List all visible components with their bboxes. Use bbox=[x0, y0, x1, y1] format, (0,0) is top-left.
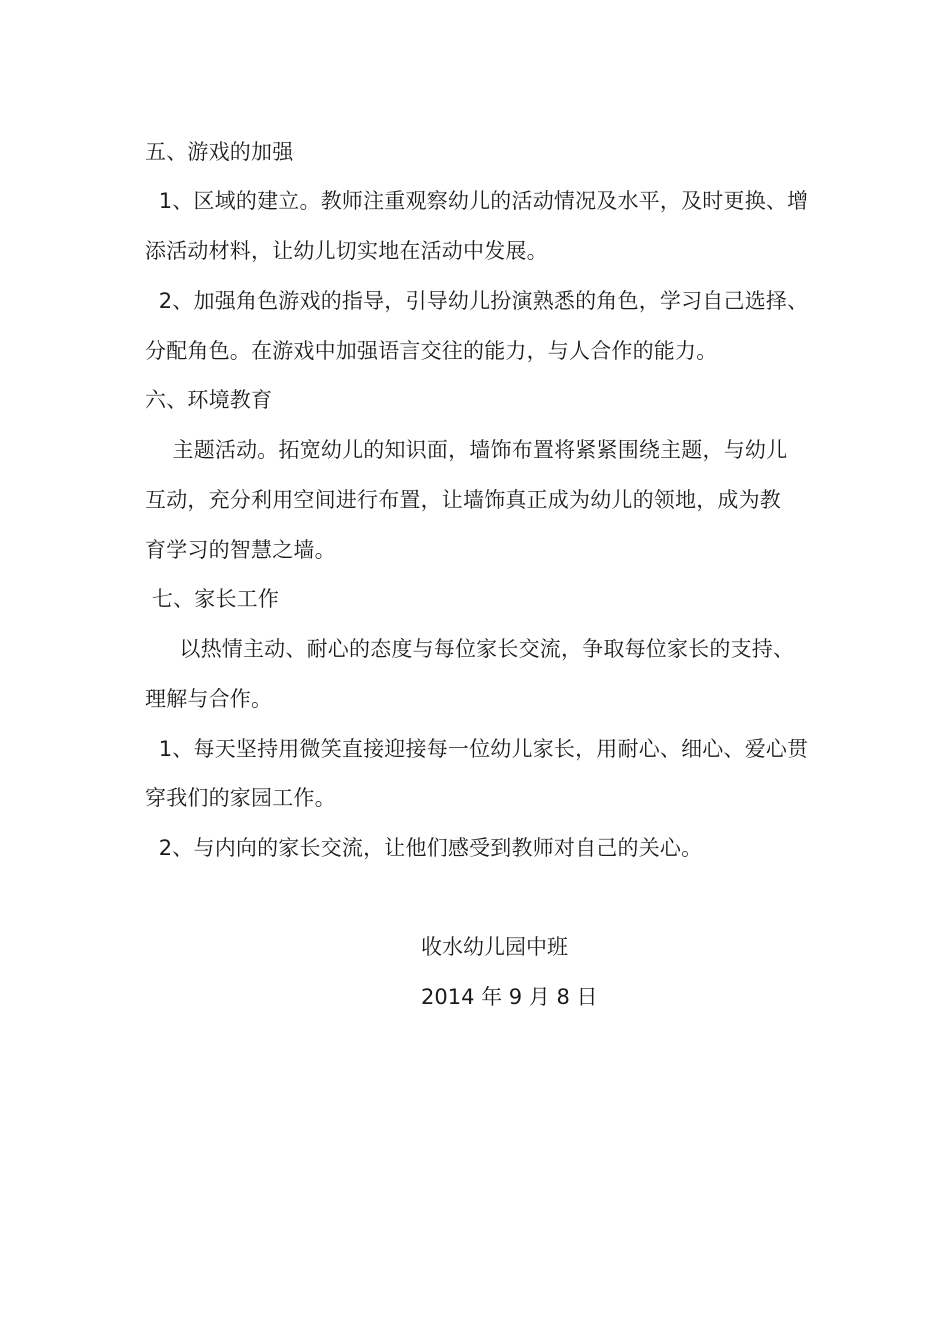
section-heading-environment: 六、环境教育 bbox=[145, 388, 273, 412]
signature-organization: 收水幼儿园中班 bbox=[421, 935, 568, 959]
paragraph-line: 1、每天坚持用微笑直接迎接每一位幼儿家长，用耐心、细心、爱心贯 bbox=[145, 737, 809, 761]
paragraph-line: 1、区域的建立。教师注重观察幼儿的活动情况及水平，及时更换、增 bbox=[145, 189, 809, 213]
paragraph-line: 育学习的智慧之墙。 bbox=[145, 538, 336, 562]
paragraph-line: 主题活动。拓宽幼儿的知识面，墙饰布置将紧紧围绕主题，与幼儿 bbox=[145, 438, 788, 462]
paragraph-line: 2、与内向的家长交流，让他们感受到教师对自己的关心。 bbox=[145, 836, 703, 860]
section-heading-parents: 七、家长工作 bbox=[145, 587, 280, 611]
paragraph-line: 添活动材料，让幼儿切实地在活动中发展。 bbox=[145, 239, 548, 263]
paragraph-line: 穿我们的家园工作。 bbox=[145, 786, 336, 810]
paragraph-line: 2、加强角色游戏的指导，引导幼儿扮演熟悉的角色，学习自己选择、 bbox=[145, 289, 809, 313]
paragraph-line: 以热情主动、耐心的态度与每位家长交流，争取每位家长的支持、 bbox=[145, 637, 795, 661]
paragraph-line: 互动，充分利用空间进行布置，让墙饰真正成为幼儿的领地，成为教 bbox=[145, 488, 781, 512]
paragraph-line: 分配角色。在游戏中加强语言交往的能力，与人合作的能力。 bbox=[145, 339, 718, 363]
paragraph-line: 理解与合作。 bbox=[145, 687, 273, 711]
section-heading-games: 五、游戏的加强 bbox=[145, 140, 294, 164]
signature-date: 2014 年 9 月 8 日 bbox=[421, 985, 598, 1009]
